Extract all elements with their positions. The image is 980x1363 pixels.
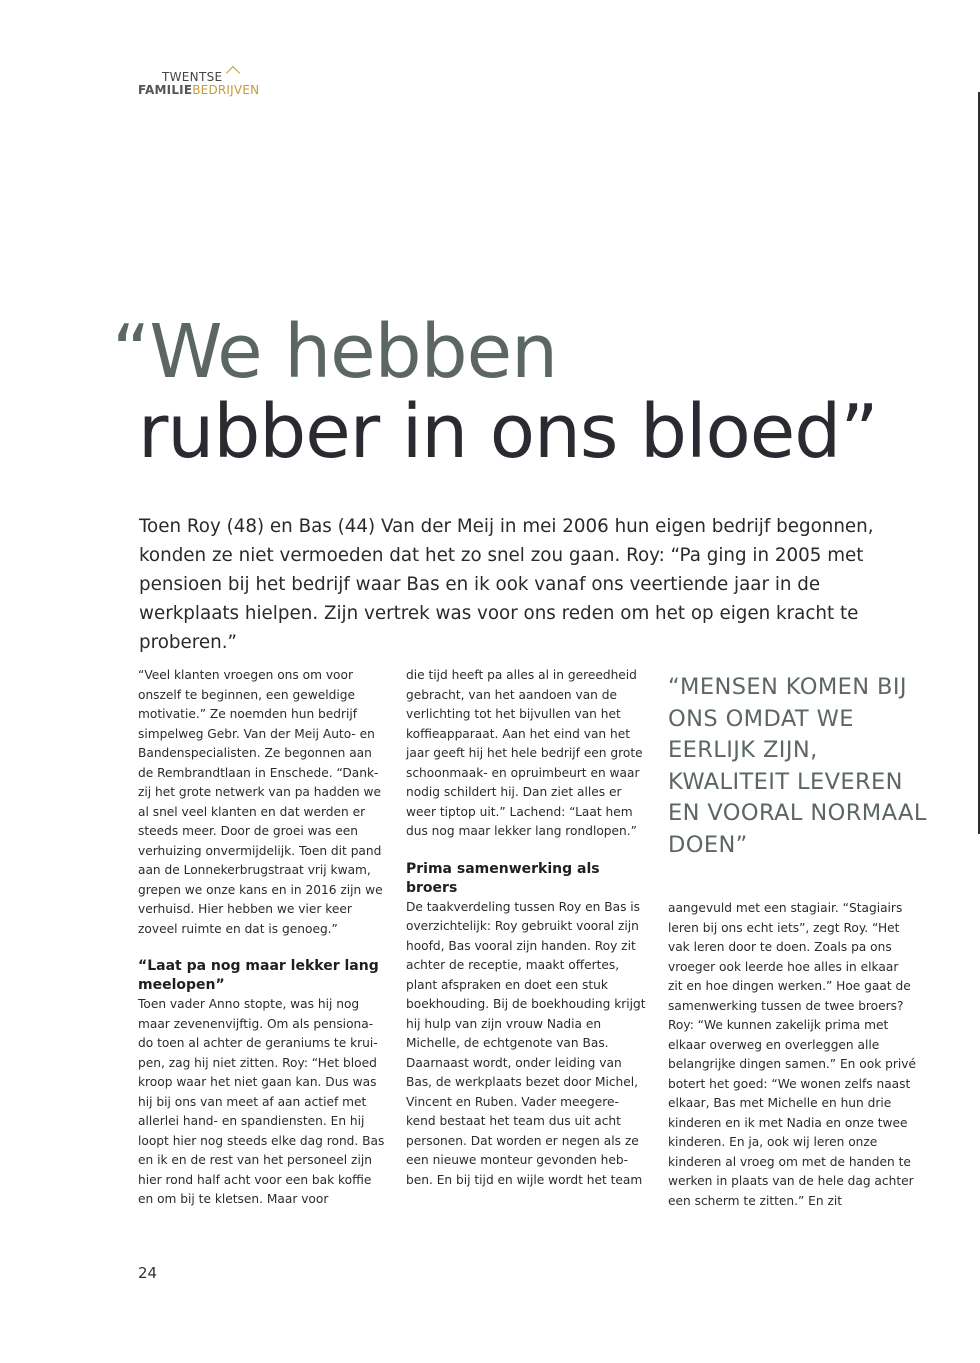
subheading: “Laat pa nog maar lekker lang meelopen” xyxy=(138,958,379,993)
title-line-2: rubber in ons bloed” xyxy=(138,389,878,475)
article-intro: Toen Roy (48) en Bas (44) Van der Meij in mei 2006 hun eigen bedrijf begonnen, konden ze niet vermoeden dat het zo snel zou gaan. Roy: “Pa ging in 2005 met pensioen bij het bedrijf waar Bas en ik ook vanaf ons veertiende jaar in de werkplaats hielpen. Zijn vertrek was voor ons reden om het op eigen kracht te proberen.” xyxy=(139,516,874,653)
subheading: Prima samenwerking als broers xyxy=(406,860,600,896)
body-paragraph: De taakverdeling tussen Roy en Bas is overzichtelijk: Roy gebruikt vooral zijn hoofd, Bas vooral zijn handen. Roy zit achter de receptie, maakt offertes, plant afspraken en doet een stuk boekhouding. Bij de boekhouding krijgt hij hulp van zijn vrouw Nadia en Michelle, de echtgenote van Bas. Daarnaast wordt, onder leiding van Bas, de werkplaats bezet door Michel, Vincent en Ruben. Vader meegere-kend bestaat het team dus uit acht personen. Dat worden er negen als ze een nieuwe monteur gevonden heb-ben. En bij tijd en wijle wordt het team xyxy=(406,899,646,1187)
body-paragraph: Toen vader Anno stopte, was hij nog maar zevenenvijftig. Om als pensiona-do toen al achter de geraniums te krui-pen, zag hij niet zitten. Roy: “Het bloed kroop waar het niet gaan kan. Dus was hij bij ons van meet af aan actief met allerlei hand- en spandiensten. En hij loopt hier nog steeds elke dag rond. Bas en ik en de rest van het personeel zijn hier rond half acht voor een bak koffie en om bij te kletsen. Maar voor xyxy=(138,997,385,1206)
body-paragraph: “Veel klanten vroegen ons om voor onszelf te beginnen, een geweldige motivatie.” Ze noemden hun bedrijf simpelweg Gebr. Van der Meij Auto- en Bandenspecialisten. Ze begonnen aan de Rembrandtlaan in Enschede. “Dank-zij het grote netwerk van pa hadden we al snel veel klanten en dat werden er steeds meer. Door de groei was een verhuizing onvermijdelijk. Toen dit pand aan de Lonnekerbrugstraat vrij kwam, grepen we onze kans en in 2016 zijn we verhuisd. Hier hebben we vier keer zoveel ruimte en dat is genoeg.” xyxy=(138,668,383,936)
page-number: 24 xyxy=(138,1264,158,1282)
column-2 xyxy=(406,666,648,1190)
pull-quote: “MENSEN KOMEN BIJ ONS OMDAT WE EERLIJK ZIJN, KWALITEIT LEVEREN EN VOORAL NORMAAL DOEN” xyxy=(668,674,927,858)
title-line-1: “We hebben xyxy=(112,309,558,395)
logo-line-familiebedrijven: FAMILIEBEDRIJVEN xyxy=(138,83,260,97)
magazine-logo xyxy=(138,71,259,97)
roof-icon xyxy=(226,66,240,80)
article-title xyxy=(112,309,878,475)
body-paragraph: die tijd heeft pa alles al in gereedheid gebracht, van het aandoen van de verlichting tot het bijvullen van het koffieapparaat. Aan het eind van het jaar geeft hij het hele bedrijf een grote schoonmaak- en opruimbeurt en waar nodig schildert hij. Dan ziet alles er weer tiptop uit.” Lachend: “Laat hem dus nog maar lekker lang rondlopen.” xyxy=(406,668,643,838)
column-3 xyxy=(668,899,916,1211)
column-1 xyxy=(138,666,385,1210)
body-paragraph: aangevuld met een stagiair. “Stagiairs leren bij ons echt iets”, zegt Roy. “Het vak leren door te doen. Zoals pa ons vroeger ook leerde hoe alles in elkaar zit en hoe dingen werken.” Hoe gaat de samenwerking tussen de twee broers? Roy: “We kunnen zakelijk prima met elkaar overweg en overleggen alle belangrijke dingen samen.” En ook privé botert het goed: “We wonen zelfs naast elkaar, Bas met Michelle en hun drie kinderen en ik met Nadia en onze twee kinderen. En ja, ook wij leren onze kinderen al vroeg om met de handen te werken in plaats van de hele dag achter een scherm te zitten.” En zit xyxy=(668,901,916,1208)
logo-line-twentse: TWENTSE xyxy=(162,71,259,84)
